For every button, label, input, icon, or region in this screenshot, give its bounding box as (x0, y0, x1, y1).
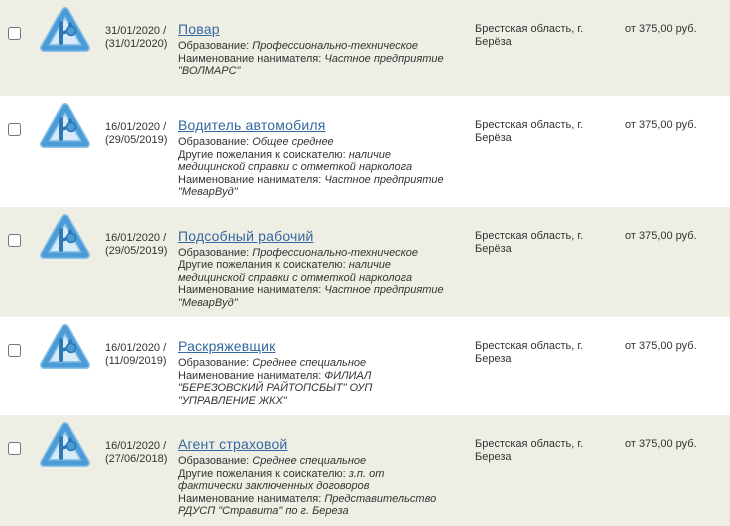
checkbox-cell (0, 96, 30, 207)
detail-label: Образование: (178, 455, 253, 467)
detail-value: Частное предприятие "ВОЛМАРС" (178, 52, 444, 77)
detail-line (178, 370, 445, 408)
detail-line (178, 284, 445, 309)
detail-label: Образование: (178, 40, 253, 52)
job-title-link[interactable]: Агент страховой (178, 436, 288, 452)
region-cell (475, 415, 615, 526)
salary-text: от 375,00 руб. (625, 229, 697, 242)
detail-label: Образование: (178, 246, 253, 259)
region-text: Брестская область, г. Берёза (475, 229, 584, 255)
detail-line (178, 149, 445, 174)
logo-cell (30, 96, 105, 207)
detail-label: Наименование нанимателя: (178, 369, 325, 382)
detail-value: наличие медицинской справки с отметкой нарколога (178, 148, 413, 173)
dates-cell (105, 317, 175, 415)
dates-cell (105, 96, 175, 207)
job-title-link[interactable]: Водитель автомобиля (178, 117, 326, 133)
detail-line (178, 53, 445, 78)
region-cell (475, 96, 615, 207)
date-original: (29/05/2019) (105, 244, 168, 257)
detail-label: Образование: (178, 357, 253, 369)
detail-value: Среднее специальное (252, 357, 367, 369)
detail-value: Частное предприятие "МеварВуд" (178, 284, 444, 309)
checkbox-cell (0, 207, 30, 318)
vacancy-row (0, 0, 730, 96)
detail-line (178, 136, 445, 149)
job-title-link[interactable]: Раскряжевщик (178, 338, 276, 354)
date-published: 16/01/2020 / (105, 342, 167, 354)
detail-value: з.п. от фактически заключенных договоров (178, 467, 385, 492)
region-text: Брестская область, г. Берёза (475, 119, 584, 144)
checkbox-cell (0, 0, 30, 96)
detail-value: ФИЛИАЛ "БЕРЕЗОВСКИЙ РАЙТОПСБЫТ" ОУП "УПРАВЛЕНИЕ ЖКХ" (178, 369, 373, 407)
detail-line (178, 247, 445, 260)
detail-value: Среднее специальное (252, 455, 367, 467)
detail-label: Наименование нанимателя: (178, 52, 325, 65)
dates-cell (105, 207, 175, 318)
detail-line (178, 493, 445, 518)
detail-lines (178, 247, 445, 310)
detail-label: Другие пожелания к соискателю: (178, 467, 349, 480)
detail-value: Профессионально-техническое (252, 40, 419, 52)
detail-value: Профессионально-техническое (252, 246, 419, 259)
vacancy-info-cell (175, 415, 475, 526)
vacancy-info-cell (175, 317, 475, 415)
detail-value: Представительство РДУСП "Стравита" по г. Береза (178, 492, 437, 517)
logo-cell (30, 415, 105, 526)
row-select-checkbox[interactable] (8, 234, 21, 247)
row-select-checkbox[interactable] (8, 344, 21, 357)
detail-label: Наименование нанимателя: (178, 173, 325, 186)
vacancy-row (0, 96, 730, 207)
detail-lines (178, 357, 445, 407)
employment-service-triangle-logo (40, 214, 90, 262)
salary-cell (615, 96, 730, 207)
checkbox-cell (0, 415, 30, 526)
detail-value: наличие медицинской справки с отметкой нарколога (178, 259, 413, 284)
detail-value: Частное предприятие "МеварВуд" (178, 173, 444, 198)
row-select-checkbox[interactable] (8, 27, 21, 40)
date-original: (31/01/2020) (105, 38, 168, 50)
job-title-link[interactable]: Подсобный рабочий (178, 227, 314, 244)
detail-line (178, 455, 445, 468)
logo-cell (30, 317, 105, 415)
date-original: (27/06/2018) (105, 453, 168, 465)
employment-service-triangle-logo (40, 324, 90, 372)
dates-cell (105, 415, 175, 526)
vacancy-row (0, 207, 730, 318)
region-cell (475, 207, 615, 318)
detail-label: Наименование нанимателя: (178, 284, 325, 296)
vacancy-info-cell (175, 207, 475, 318)
region-text: Брестская область, г. Берёза (475, 23, 584, 48)
region-text: Брестская область, г. Береза (475, 438, 584, 463)
row-select-checkbox[interactable] (8, 442, 21, 455)
detail-line (178, 259, 445, 284)
region-text: Брестская область, г. Береза (475, 340, 584, 365)
logo-cell (30, 207, 105, 318)
salary-text: от 375,00 руб. (625, 23, 697, 35)
employment-service-triangle-logo (40, 422, 90, 470)
job-title-link[interactable]: Повар (178, 21, 220, 37)
vacancy-row (0, 415, 730, 526)
vacancy-info-cell (175, 0, 475, 96)
detail-label: Другие пожелания к соискателю: (178, 148, 349, 161)
employment-service-triangle-logo (40, 7, 90, 55)
employment-service-triangle-logo (40, 103, 90, 151)
detail-label: Наименование нанимателя: (178, 492, 325, 505)
detail-label: Другие пожелания к соискателю: (178, 259, 349, 271)
date-published: 16/01/2020 / (105, 121, 167, 133)
detail-lines (178, 136, 445, 199)
detail-line (178, 357, 445, 370)
detail-line (178, 174, 445, 199)
salary-cell (615, 0, 730, 96)
vacancy-info-cell (175, 96, 475, 207)
salary-cell (615, 207, 730, 318)
salary-cell (615, 415, 730, 526)
logo-cell (30, 0, 105, 96)
date-published: 16/01/2020 / (105, 231, 167, 244)
detail-line (178, 40, 445, 53)
detail-line (178, 468, 445, 493)
dates-cell (105, 0, 175, 96)
vacancy-row (0, 317, 730, 415)
salary-text: от 375,00 руб. (625, 340, 697, 352)
date-published: 31/01/2020 / (105, 25, 167, 37)
region-cell (475, 0, 615, 96)
detail-lines (178, 455, 445, 518)
checkbox-cell (0, 317, 30, 415)
salary-text: от 375,00 руб. (625, 119, 697, 131)
row-select-checkbox[interactable] (8, 123, 21, 136)
date-original: (29/05/2019) (105, 134, 168, 146)
detail-lines (178, 40, 445, 78)
date-published: 16/01/2020 / (105, 440, 167, 452)
date-original: (11/09/2019) (105, 355, 167, 367)
salary-text: от 375,00 руб. (625, 438, 697, 450)
detail-label: Образование: (178, 136, 253, 148)
detail-value: Общее среднее (252, 136, 334, 148)
region-cell (475, 317, 615, 415)
salary-cell (615, 317, 730, 415)
